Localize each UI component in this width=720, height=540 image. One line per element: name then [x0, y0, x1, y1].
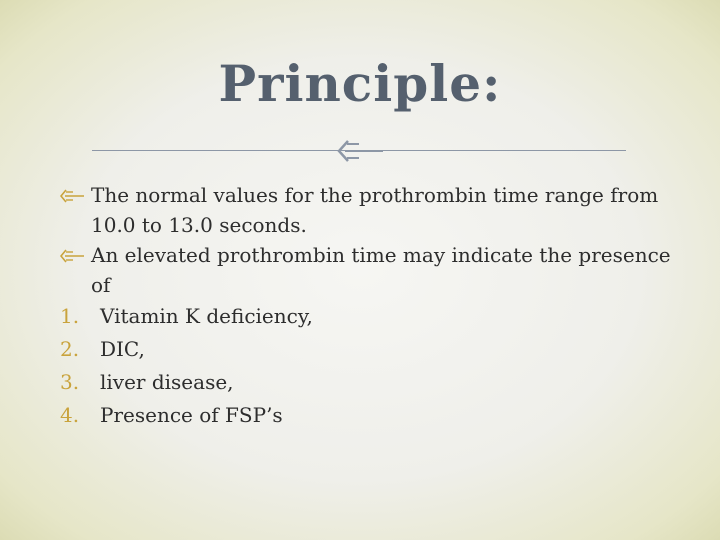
- bracket-lines-icon: [337, 138, 385, 164]
- item-text: DIC,: [100, 337, 145, 361]
- item-number: 2.: [60, 337, 80, 361]
- item-number: 1.: [60, 304, 80, 328]
- slide-title: Principle:: [218, 54, 502, 113]
- bracket-lines-icon: [60, 248, 86, 264]
- item-number: 4.: [60, 403, 80, 427]
- item-text: Vitamin K deficiency,: [100, 304, 313, 328]
- title-divider-left: [92, 150, 350, 151]
- bullet-text: The normal values for the prothrombin time range from 10.0 to 13.0 seconds.: [91, 183, 659, 237]
- bracket-lines-icon: [60, 188, 86, 204]
- numbered-item: [60, 366, 680, 399]
- bullet-item: [60, 180, 680, 240]
- item-text: liver disease,: [100, 370, 234, 394]
- item-number: 3.: [60, 370, 80, 394]
- bullet-item: [60, 240, 680, 300]
- title-divider-right: [378, 150, 626, 151]
- numbered-item: [60, 399, 680, 432]
- numbered-item: [60, 333, 680, 366]
- item-text: Presence of FSP’s: [100, 403, 283, 427]
- bullet-text: An elevated prothrombin time may indicate the presence of: [91, 243, 671, 297]
- slide-content: [60, 180, 680, 432]
- numbered-item: [60, 300, 680, 333]
